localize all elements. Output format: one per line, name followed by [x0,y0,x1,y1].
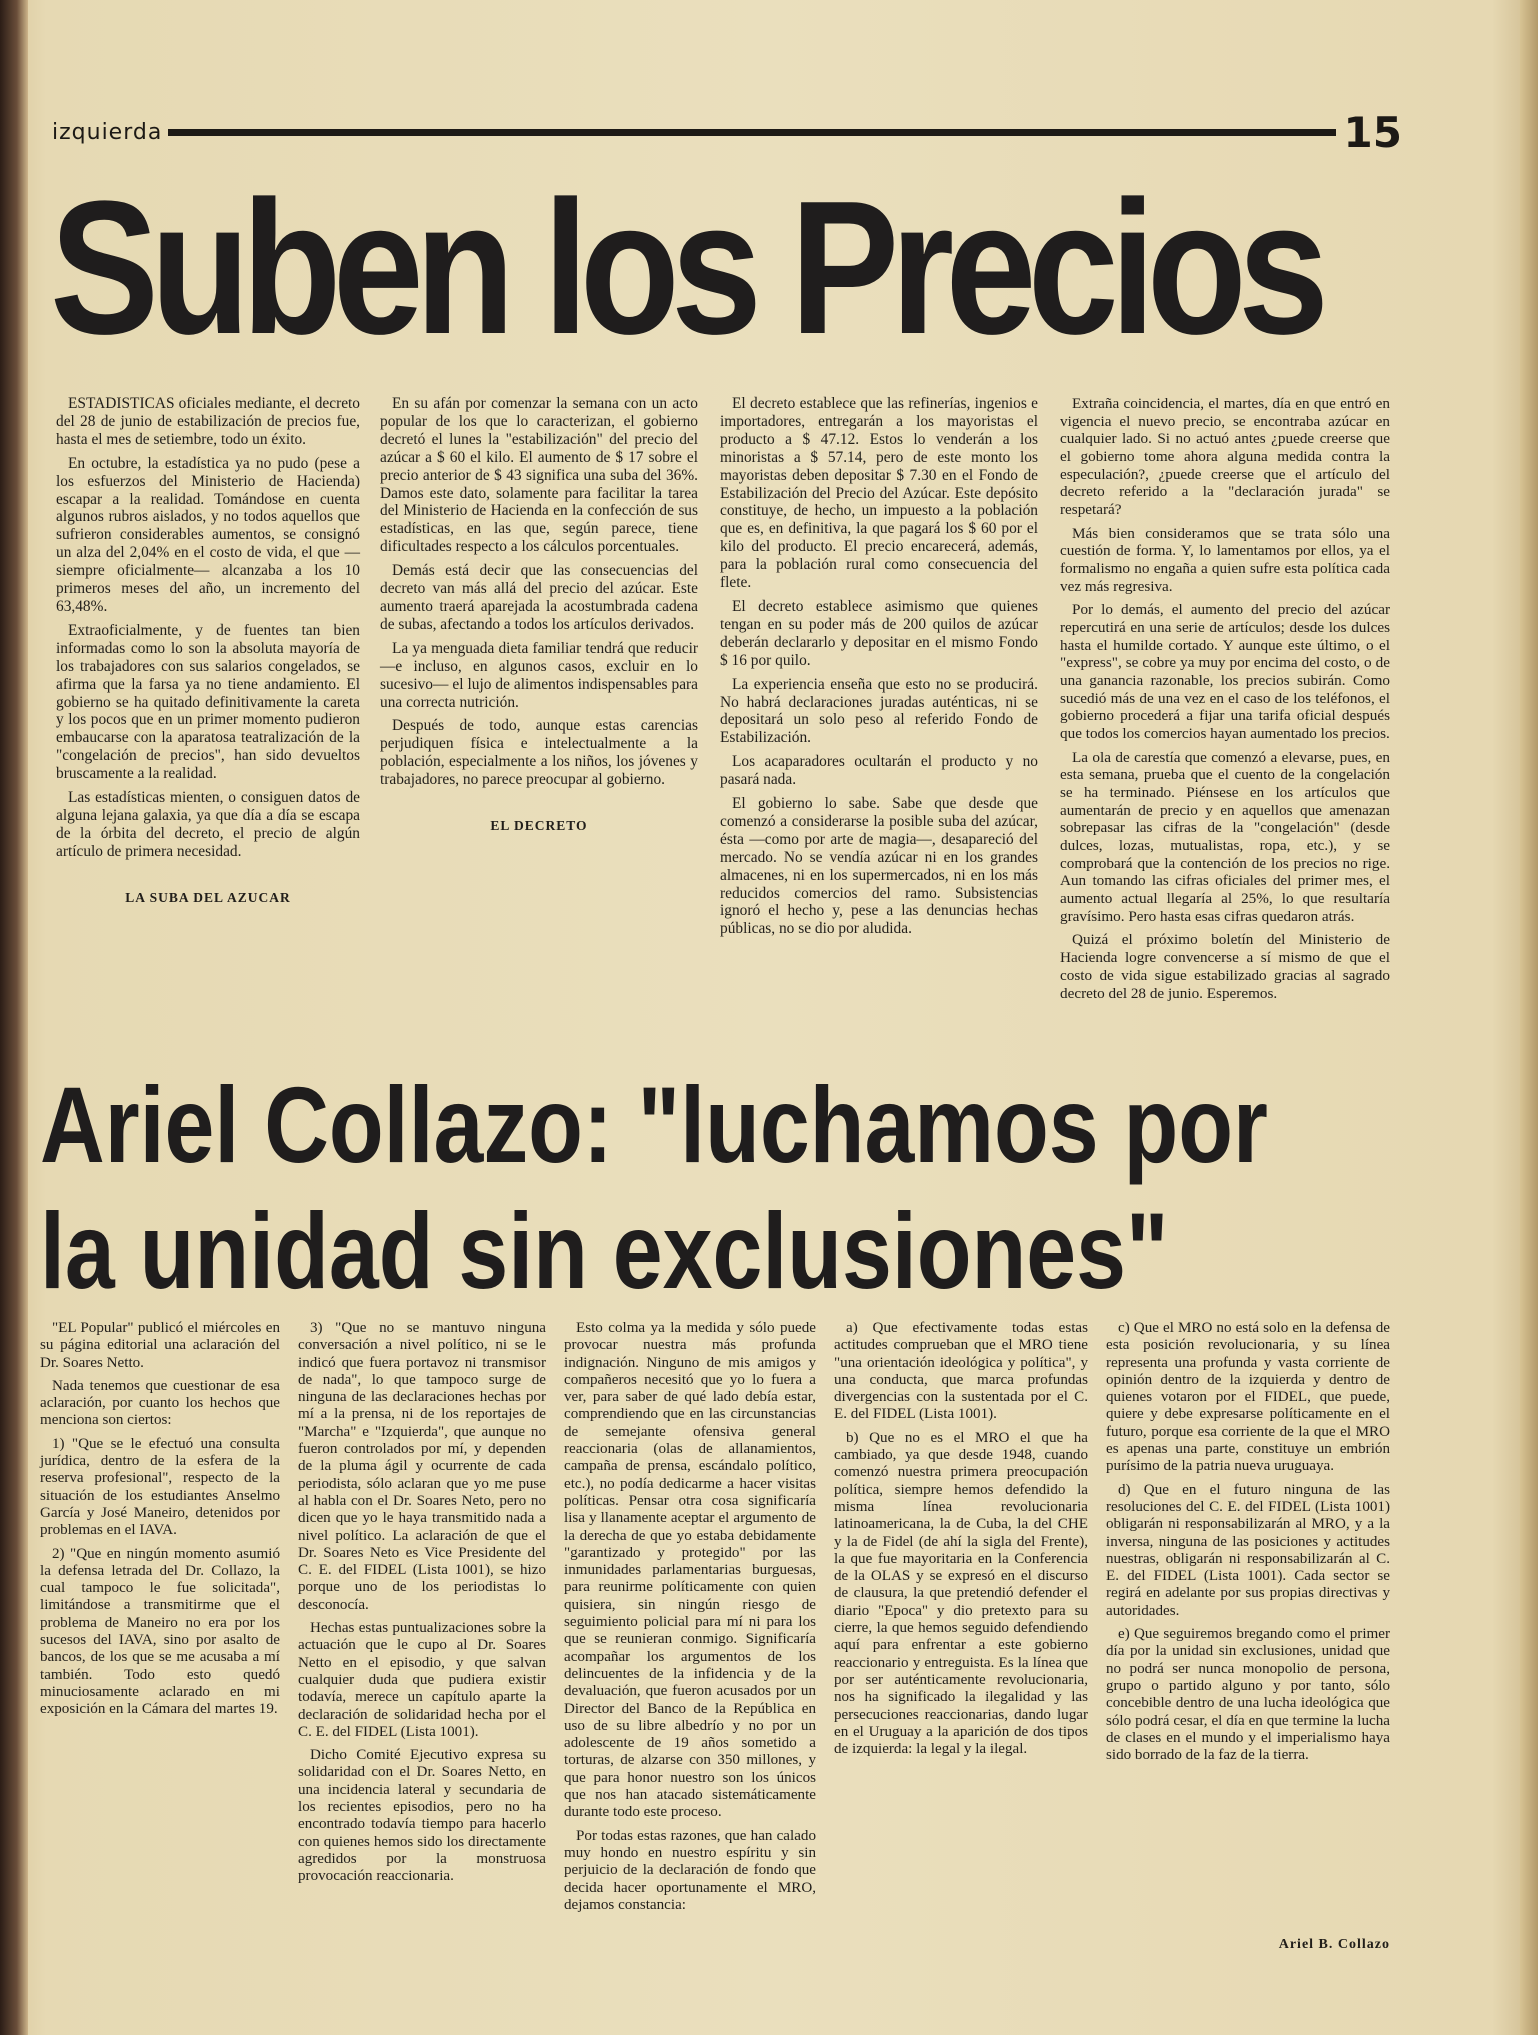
paragraph: Después de todo, aunque estas carencias perjudiquen física e intelectualmente a la población, especialmente a los niños, los jóvenes y trabajadores, no parece preocupar al gobierno. [380,717,698,789]
paragraph: En octubre, la estadística ya no pudo (pese a los esfuerzos del Ministerio de Hacienda) escapar a la realidad. Tomándose en cuenta algunos rubros aislados, y no todos aquellos que sufrieron considerables aumentos, se consignó un alza del 2,04% en el costo de vida, el que —siempre oficialmente— alcanzaba a los 10 primeros meses del año, un incremento del 63,48%. [56,454,360,615]
headline-ariel-collazo [40,1062,1268,1322]
paragraph: Más bien consideramos que se trata sólo una cuestión de forma. Y, lo lamentamos por ellos, ya el formalismo no engaña a quien sufre esta política cada vez más regresiva. [1060,524,1390,595]
paragraph: Hechas estas puntualizaciones sobre la actuación que le cupo al Dr. Soares Netto en el episodio, y que salvan cualquier duda que pudiera existir todavía, merece un capítulo aparte la declaración de solidaridad hecha por el C. E. del FIDEL (Lista 1001). [298,1620,546,1740]
subheading-decreto: EL DECRETO [490,818,588,834]
paragraph: Extraña coincidencia, el martes, día en que entró en vigencia el nuevo precio, se encontraba azúcar en cualquier lado. Si no actuó antes ¿puede creerse que el gobierno tome ahora alguna medida contra la especulación?, ¿puede creerse que el artículo del decreto referido a la "declaración jurada" se respetará? [1060,395,1390,519]
binding-spine [0,0,28,2035]
paragraph: Esto colma ya la medida y sólo puede provocar nuestra más profunda indignación. Ninguno de mis amigos y compañeros necesitó que yo lo fuera a ver, para saber de qué lado debía estar, comprendiendo que en las circunstancias de semejante ofensiva general reaccionaria (olas de allanamientos, campaña de prensa, escándalo político, etc.), no podía dedicarme a hacer visitas políticas. Pensar otra cosa significaría lisa y llanamente aceptar el argumento de la derecha de que yo estaba debidamente "garantizado y protegido" por las inmunidades parlamentarias burguesas, para reunirme políticamente con quien quisiera, sin ningún riesgo de seguimiento policial para mí ni para los que se reunieran conmigo. Significaría acompañar los argumentos de los delincuentes de la infidencia y de la devaluación, que fueron acusados por un Director del Banco de la República en uso de su libre albedrío y no por un adolescente de 19 años sometido a torturas, de alzarse con 350 millones, y que para honor nuestro son los únicos que nos han atacado sistemáticamente durante todo este proceso. [564,1320,816,1821]
paragraph: El gobierno lo sabe. Sabe que desde que comenzó a considerarse la posible suba del azúcar, ésta —como por arte de magia—, desapareció del mercado. No se vendía azúcar ni en los grandes almacenes, ni en los supermercados, ni en los más reducidos comercios del ramo. Subsistencias ignoró el hecho y, pese a las denuncias hechas públicas, no se dio por aludida. [720,795,1038,938]
paragraph: Quizá el próximo boletín del Ministerio de Hacienda logre convencerse a sí mismo de que el costo de vida sigue estabilizado gracias al sagrado decreto del 28 de junio. Esperemos. [1060,931,1390,1002]
paragraph: Dicho Comité Ejecutivo expresa su solidaridad con el Dr. Soares Netto, en una incidencia lateral y secundaria de los recientes episodios, pero no ha encontrado todavía tiempo para hacerlo con quienes hemos sido los directamente agredidos por la monstruosa provocación reaccionaria. [298,1747,546,1885]
paragraph: Los acaparadores ocultarán el producto y no pasará nada. [720,753,1038,789]
article2-column-5 [1106,1320,1390,2020]
article2-column-2 [298,1320,546,1892]
paragraph: El decreto establece asimismo que quienes tengan en su poder más de 200 quilos de azúcar deberán declararlo y depositar en el mismo Fondo $ 16 por quilo. [720,597,1038,669]
paragraph: c) Que el MRO no está solo en la defensa de esta posición revolucionaria, y su línea representa una profunda y vasta corriente de opinión dentro de la izquierda y dentro de quienes votaron por el FIDEL, que puede, quiere y debe expresarse políticamente en el futuro, porque esa corriente de la que el MRO es apenas una parte, constituye un embrión purísimo de la patria nueva uruguaya. [1106,1320,1390,1475]
article1-body [56,395,1396,1025]
paragraph: Nada tenemos que cuestionar de esa aclaración, por cuanto los hechos que menciona son ciertos: [40,1377,280,1429]
paragraph: La ya menguada dieta familiar tendrá que reducir —e incluso, en algunos casos, excluir en lo sucesivo— el lujo de alimentos indispensables para una correcta nutrición. [380,639,698,711]
paragraph: Por todas estas razones, que han calado muy hondo en nuestro espíritu y sin perjuicio de la declaración de fondo que decida hacer oportunamente el MRO, dejamos constancia: [564,1827,816,1913]
paragraph: ESTADISTICAS oficiales mediante, el decreto del 28 de junio de estabilización de precios fue, hasta el mes de setiembre, todo un éxito. [56,395,360,448]
paragraph: La experiencia enseña que esto no se producirá. No habrá declaraciones juradas auténticas, ni se depositará un solo peso al referido Fondo de Estabilización. [720,675,1038,747]
paragraph: En su afán por comenzar la semana con un acto popular de los que lo caracterizan, el gobierno decretó el lunes la "estabilización" del precio del azúcar a $ 60 el kilo. El aumento de $ 17 sobre el precio anterior de $ 43 significa una suba del 36%. Damos este dato, solamente para facilitar la tarea del Ministerio de Hacienda en la confección de sus estadísticas, en las que, según parece, tiene dificultades respecto a los cálculos porcentuales. [380,395,698,556]
article2-column-3 [564,1320,816,1920]
paragraph: d) Que en el futuro ninguna de las resoluciones del C. E. del FIDEL (Lista 1001) obligarán ni responsabilizarán al MRO, y a la inversa, ninguna de las posiciones y actitudes nuestras, obligarán ni responsabilizarán al C. E. del FIDEL (Lista 1001). Cada sector se regirá en adelante por sus propias directivas y autoridades. [1106,1481,1390,1619]
article1-column-2 [380,395,698,863]
paragraph: 1) "Que se le efectuó una consulta jurídica, dentro de la esfera de la reserva profesional", respecto de la situación de los estudiantes Anselmo García y José Maneiro, detenidos por problemas en el IAVA. [40,1435,280,1539]
headline-suben-los-precios: Suben los Precios [50,162,1321,374]
article1-column-3 [720,395,1038,944]
article1-column-4 [1060,395,1390,1008]
paragraph: 3) "Que no se mantuvo ninguna conversación a nivel político, ni se le indicó que fuera portavoz ni transmisor de nada", lo que tampoco surge de ninguna de las declaraciones hechas por mí a la prensa, ni de los reportajes de "Marcha" e "Izquierda", que aunque no fueron controlados por mí, y dependen de la pluma ágil y ocurrente de cada periodista, sólo aclaran que yo me puse al habla con el Dr. Soares Neto, pero no dicen que yo le haya transmitido nada a nivel político. La aclaración de que el Dr. Soares Neto es Vice Presidente del C. E. del FIDEL (Lista 1001), se hizo porque uno de los periodistas lo desconocía. [298,1320,546,1613]
page-header [52,107,1402,157]
article1-column-1 [56,395,360,935]
paragraph: La ola de carestía que comenzó a elevarse, pues, en esta semana, prueba que el cuento de la congelación se ha terminado. Piénsese en los artículos que aumentarán de precio y en aquellos que amenazan sobrepasar las cifras de la "congelación" (desde dulces, lozas, mutualistas, ropa, etc.), y se comprobará que la contención de los precios no rige. Aun tomando las cifras oficiales del primer mes, el aumento actual llegaría al 25%, lo que resultaría gravísimo. Pero hasta esas cifras quedaron atrás. [1060,748,1390,925]
subheading-suba-azucar: LA SUBA DEL AZUCAR [125,889,291,905]
byline: Ariel B. Collazo [1278,1937,1390,1952]
paragraph: Demás está decir que las consecuencias del decreto van más allá del precio del azúcar. Este aumento traerá aparejada la acostumbrada cadena de subas, afectando a todos los artículos derivados. [380,562,698,633]
paragraph: El decreto establece que las refinerías, ingenios e importadores, entregarán a los mayoristas el producto a $ 47.12. Estos lo venderán a los minoristas a $ 57.14, pero de este monto los mayoristas deben depositar $ 7.30 en el Fondo de Estabilización del Precio del Azúcar. Este depósito constituye, de hecho, un impuesto a la población que es, en definitiva, la que pagará los $ 60 por el kilo del producto. El precio encarecerá, además, para la población rural como consecuencia del flete. [720,395,1038,592]
header-rule [168,129,1335,136]
page-edge [1520,0,1538,2035]
paragraph: "EL Popular" publicó el miércoles en su página editorial una aclaración del Dr. Soares Netto. [40,1320,280,1371]
paragraph: 2) "Que en ningún momento asumió la defensa letrada del Dr. Collazo, la cual tampoco le fue solicitada", limitándose a transmitirme que el problema de Maneiro no era por los sucesos del IAVA, sino por asalto de bancos, de los que se me acusaba a mí también. Todo esto quedó minuciosamente aclarado en mi exposición en la Cámara del martes 19. [40,1545,280,1718]
paragraph: a) Que efectivamente todas estas actitudes comprueban que el MRO tiene "una orientación ideológica y política", y una conducta, que marca profundas divergencias con la sustentada por el C. E. del FIDEL (Lista 1001). [834,1320,1088,1423]
paragraph: b) Que no es el MRO el que ha cambiado, ya que desde 1948, cuando comenzó nuestra primera preocupación política, siempre hemos defendido la misma línea revolucionaria latinoamericana, la de Cuba, la del CHE y la de Fidel (de ahí la sigla del Frente), la que fue mayoritaria en la Conferencia de la OLAS y se expresó en el discurso de clausura, la que pretendió defender el diario "Epoca" y dio pretexto para su cierre, la que hemos seguido defendiendo aquí para enfrentar a este gobierno reaccionario y entreguista. Es la línea que por ser auténticamente revolucionaria, nos ha significado la ilegalidad y las persecuciones reaccionarias, dando lugar en el Uruguay a la aparición de dos tipos de izquierda: la legal y la ilegal. [834,1429,1088,1758]
article2-column-4 [834,1320,1088,1764]
paragraph: Por lo demás, el aumento del precio del azúcar repercutirá en una serie de artículos; desde los dulces hasta el humilde cortado. Y aunque este último, o el "express", se cobre ya muy por encima del costo, o de una ganancia razonable, los precios subirán. Como sucedió más de una vez en el caso de los teléfonos, el gobierno procederá a fijar una tarifa oficial después que todos los comercios hayan aumentado los precios. [1060,601,1390,743]
section-name: izquierda [52,119,163,145]
page-number: 15 [1343,107,1402,157]
article2-column-1 [40,1320,280,1725]
paragraph: Las estadísticas mienten, o consiguen datos de alguna lejana galaxia, ya que día a día se escapa de la órbita del decreto, el precio de algún artículo de primera necesidad. [56,789,360,860]
headline-line-1: Ariel Collazo: "luchamos por [40,1064,1268,1185]
article2-body [40,1320,1390,2020]
paragraph: e) Que seguiremos bregando como el primer día por la unidad sin exclusiones, unidad que no podrá ser nunca monopolio de persona, grupo o partido alguno y por tanto, sólo concebible dentro de una lucha ideológica que sólo podrá cesar, el día en que termine la lucha de clases en el mundo y el imperialismo haya sido borrado de la faz de la tierra. [1106,1626,1390,1764]
paragraph: Extraoficialmente, y de fuentes tan bien informadas como lo son la absoluta mayoría de los trabajadores con sus salarios congelados, se afirma que la farsa ya no tiene andamiento. El gobierno se ha quitado definitivamente la careta y los pocos que en un primer momento pudieron embaucarse con la aparatosa teatralización de la "congelación de precios", han sido devueltos bruscamente a la realidad. [56,621,360,783]
headline-line-2: la unidad sin exclusiones" [40,1190,1169,1311]
